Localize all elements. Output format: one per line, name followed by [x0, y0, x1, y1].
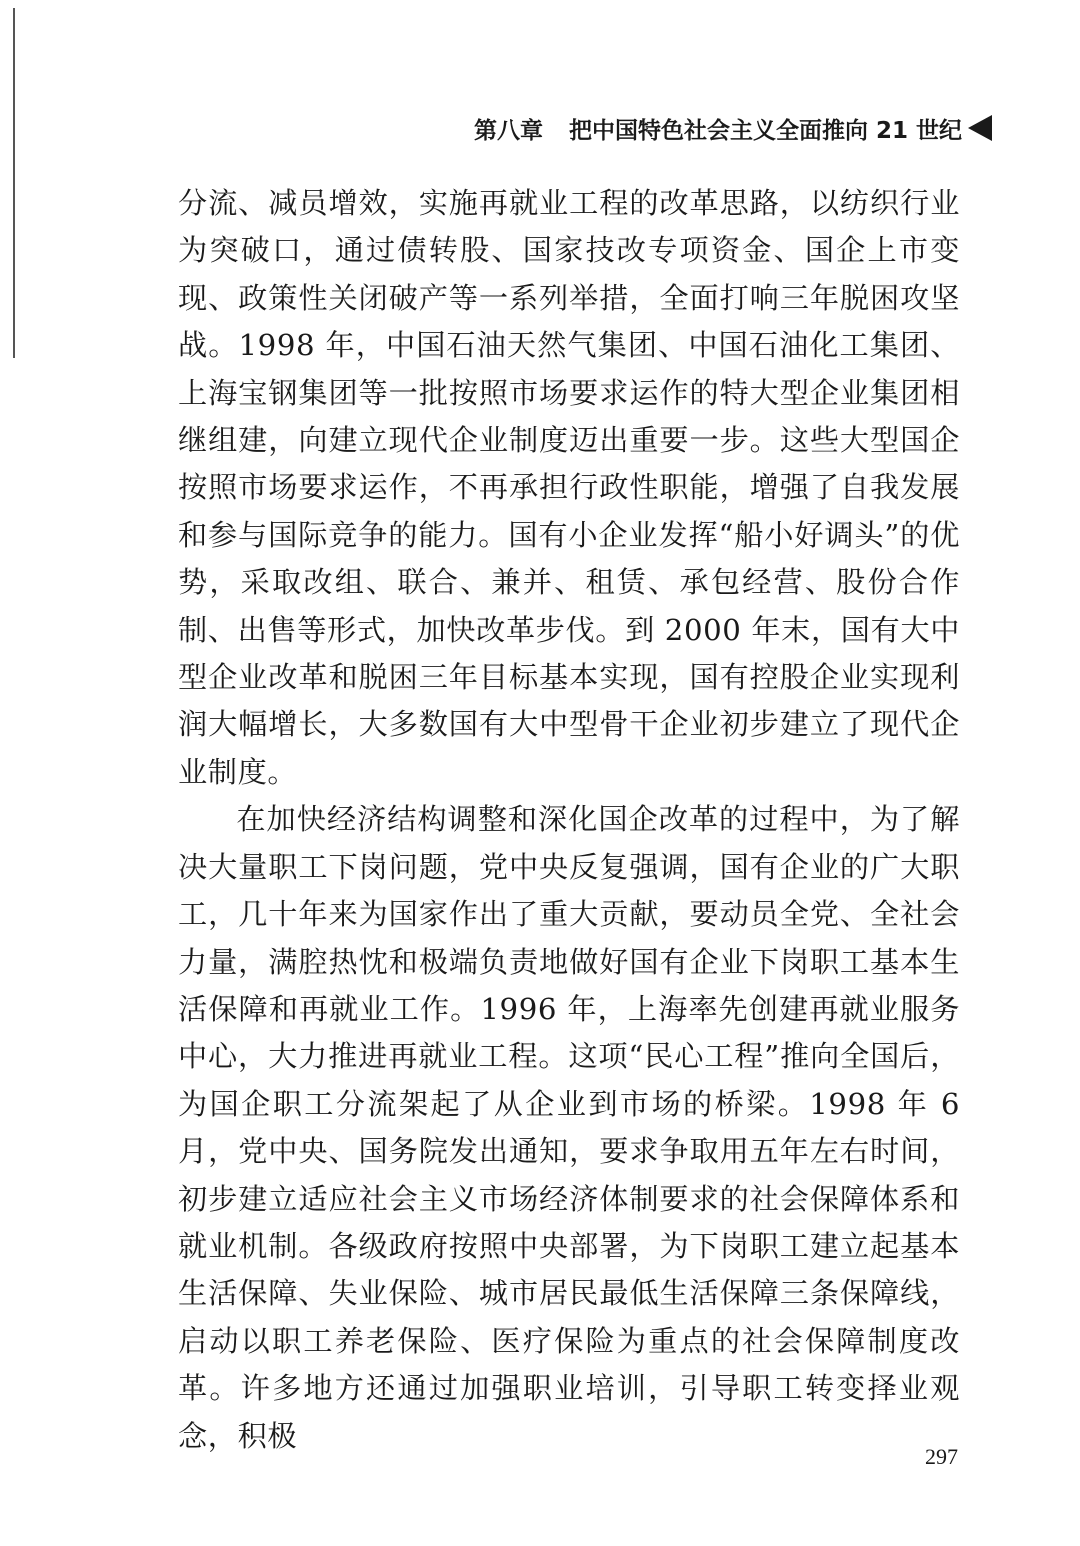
paragraph: 在加快经济结构调整和深化国企改革的过程中，为了解决大量职工下岗问题，党中央反复强调，国有企业的广大职工，几十年来为国家作出了重大贡献，要动员全党、全社会力量，满腔热忱和极端负责地做好国有企业下岗职工基本生活保障和再就业工作。1996 年，上海率先创建再就业服务中心，大力推进再就业工程。这项“民心工程”推向全国后，为国企职工分流架起了从企业到市场的桥梁。1998 年 6 月，党中央、国务院发出通知，要求争取用五年左右时间，初步建立适应社会主义市场经济体制要求的社会保障体系和就业机制。各级政府按照中央部署，为下岗职工建立起基本生活保障、失业保险、城市居民最低生活保障三条保障线，启动以职工养老保险、医疗保险为重点的社会保障制度改革。许多地方还通过加强职业培训，引导职工转变择业观念，积极 [178, 802, 960, 1453]
page-number: 297 [925, 1444, 958, 1469]
chapter-title: 把中国特色社会主义全面推向 21 世纪 [568, 117, 962, 144]
binding-line [13, 8, 15, 358]
running-header [474, 110, 992, 146]
triangle-left-icon [968, 115, 992, 141]
chapter-label: 第八章 [473, 117, 543, 144]
paragraph-continued: 分流、减员增效，实施再就业工程的改革思路，以纺织行业为突破口，通过债转股、国家技改专项资金、国企上市变现、政策性关闭破产等一系列举措，全面打响三年脱困攻坚战。1998 年，中国石油天然气集团、中国石油化工集团、上海宝钢集团等一批按照市场要求运作的特大型企业集团相继组建，向建立现代企业制度迈出重要一步。这些大型国企按照市场要求运作，不再承担行政性职能，增强了自我发展和参与国际竞争的能力。国有小企业发挥“船小好调头”的优势，采取改组、联合、兼并、租赁、承包经营、股份合作制、出售等形式，加快改革步伐。到 2000 年末，国有大中型企业改革和脱困三年目标基本实现，国有控股企业实现利润大幅增长，大多数国有大中型骨干企业初步建立了现代企业制度。 [178, 186, 960, 789]
body-text [178, 180, 960, 1460]
